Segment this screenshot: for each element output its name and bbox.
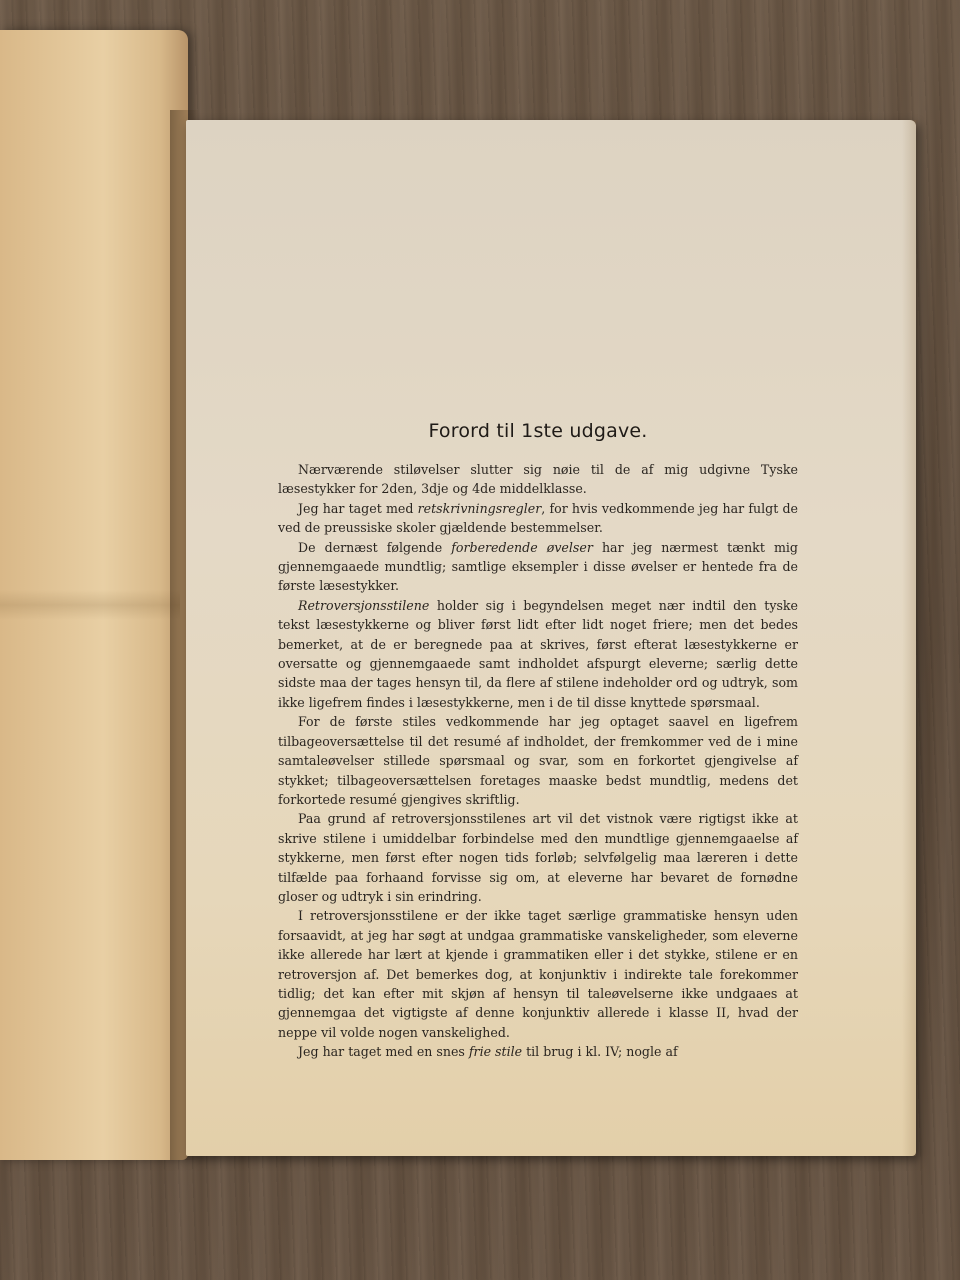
italic-term: frie stile — [468, 1044, 523, 1060]
text-run: Jeg har taget med — [298, 500, 418, 516]
text-run: Nærværende stiløvelser slutter sig nøie til de af mig udgivne Tyske læsestykker for 2den, 3dje og 4de middelklasse. — [278, 462, 798, 497]
paragraph — [278, 906, 798, 1042]
paragraph — [278, 1042, 798, 1061]
paragraph — [278, 460, 798, 499]
text-run: For de første stiles vedkommende har jeg optaget saavel en ligefrem tilbageoversættelse til det resumé af indholdet, der fremkommer ved de i mine samtaleøvelser stillede spørsmaal og svar, som en forkortet gjengivelse af stykket; tilbageoversættelsen foretages maaske bedst mundtlig, medens det forkortede resumé gjengives skriftlig. — [278, 714, 798, 807]
page-title: Forord til 1ste udgave. — [428, 420, 648, 442]
page-content — [278, 420, 798, 1062]
paragraphs — [278, 460, 798, 1062]
paragraph — [278, 499, 798, 538]
paragraph — [278, 596, 798, 712]
page-edge — [902, 120, 916, 1156]
text-run: til brug i kl. IV; nogle af — [522, 1044, 678, 1060]
paragraph — [278, 809, 798, 906]
italic-term: retskrivningsregler — [417, 500, 542, 516]
italic-term: forberedende øvelser — [451, 539, 593, 555]
page-crease — [0, 590, 180, 620]
paragraph — [278, 538, 798, 596]
text-run: De dernæst følgende — [298, 539, 452, 555]
text-run: holder sig i begyndelsen meget nær indtil den tyske tekst læsestykkerne og bliver først lidt efter lidt noget friere; men det bedes bemerket, at de er beregnede paa at skrives, først efterat læsestykkerne er oversatte og gjennemgaaede samt indholdet afspurgt eleverne; særlig dette sidste maa der tages hensyn til, da flere af stilene indeholder ord og udtryk, som ikke ligefrem findes i læsestykkerne, men i de til disse knyttede spørsmaal. — [278, 597, 798, 710]
text-run: har jeg nærmest tænkt mig gjennemgaaede mundtlig; samtlige eksempler i disse øvelser er hentede fra de første læsestykker. — [278, 539, 798, 594]
text-run: , for hvis vedkommende jeg har fulgt de ved de preussiske skoler gjældende bestemmelser. — [278, 500, 798, 536]
right-page — [186, 120, 916, 1156]
text-run: Jeg har taget med en snes — [298, 1044, 469, 1060]
left-page — [0, 30, 188, 1160]
italic-term: Retroversjonsstilene — [298, 597, 430, 613]
text-run: Paa grund af retroversjonsstilenes art vil det vistnok være rigtigst ikke at skrive stilene i umiddelbar forbindelse med den mundtlige gjennemgaaelse af stykkerne, men først efter nogen tids forløb; selvfølgelig maa læreren i dette tilfælde paa forhaand forvisse sig om, at eleverne har bevaret de fornødne gloser og udtryk i sin erindring. — [278, 811, 798, 904]
paragraph — [278, 712, 798, 809]
text-run: I retroversjonsstilene er der ikke taget særlige grammatiske hensyn uden forsaavidt, at jeg har søgt at undgaa grammatiske vanskeligheder, som eleverne ikke allerede har lært at kjende i grammatiken eller i det stykke, stilene er en retroversjon af. Det bemerkes dog, at konjunktiv i indirekte tale forekommer tidlig; det kan efter mit skjøn af hensyn til taleøvelserne ikke undgaaes at gjennemgaa det vigtigste af denne konjunktiv allerede i klasse II, hvad der neppe vil volde nogen vanskelighed. — [278, 908, 798, 1040]
